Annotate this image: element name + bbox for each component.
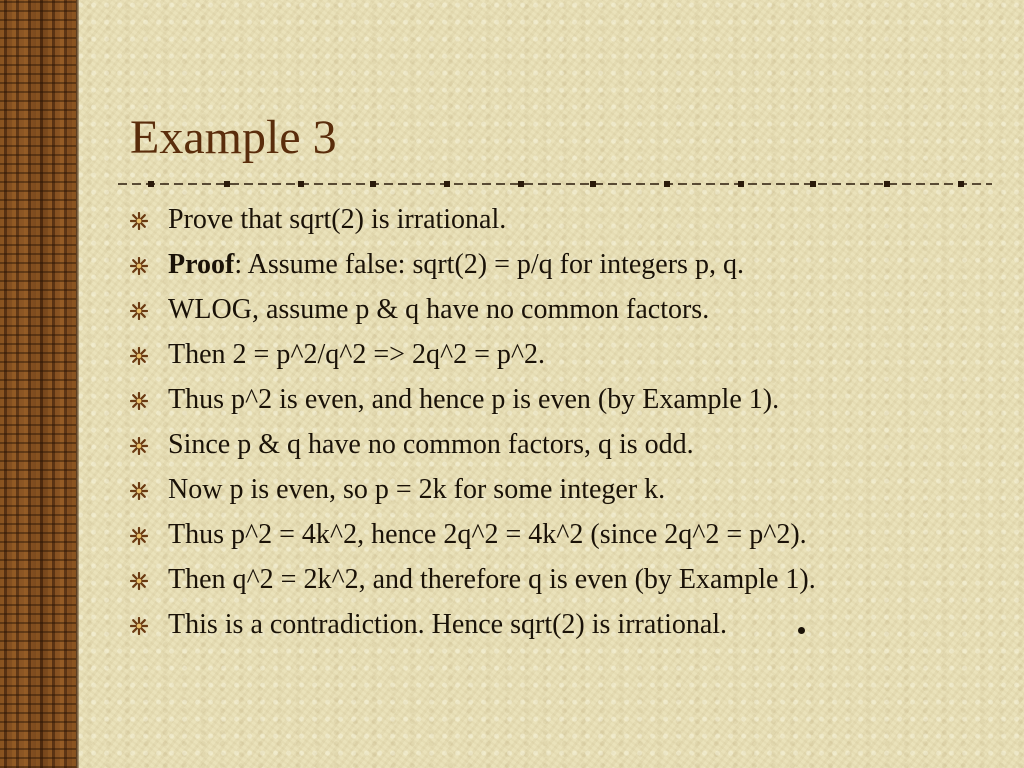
wood-border-strip (0, 0, 76, 768)
asterisk-star-icon (130, 347, 148, 365)
asterisk-star-icon (130, 437, 148, 455)
asterisk-star-icon (130, 527, 148, 545)
bullet-text: Now p is even, so p = 2k for some integer k. (168, 474, 666, 505)
border-shadow (76, 0, 79, 768)
bullet-text: This is a contradiction. Hence sqrt(2) is irrational. (168, 609, 728, 640)
asterisk-star-icon (130, 572, 148, 590)
bullet-text: Then q^2 = 2k^2, and therefore q is even (by Example 1). (168, 564, 816, 595)
asterisk-star-icon (130, 212, 148, 230)
asterisk-star-icon (130, 482, 148, 500)
asterisk-star-icon (130, 392, 148, 410)
bullet-text: Thus p^2 is even, and hence p is even (by Example 1). (168, 384, 780, 415)
asterisk-star-icon (130, 302, 148, 320)
proof-label: Proof (168, 249, 235, 280)
proof-text: : Assume false: sqrt(2) = p/q for integers p, q. (234, 249, 744, 280)
stray-dot (798, 627, 805, 634)
bullet-text: Thus p^2 = 4k^2, hence 2q^2 = 4k^2 (since 2q^2 = p^2). (168, 519, 807, 550)
asterisk-star-icon (130, 257, 148, 275)
asterisk-star-icon (130, 617, 148, 635)
bullet-text (168, 245, 744, 285)
bullet-text: Prove that sqrt(2) is irrational. (168, 204, 507, 235)
bullet-text: WLOG, assume p & q have no common factors. (168, 294, 710, 325)
bullet-text: Then 2 = p^2/q^2 => 2q^2 = p^2. (168, 339, 546, 370)
dashed-divider (118, 178, 992, 190)
slide-title: Example 3 (130, 111, 337, 164)
bullet-text: Since p & q have no common factors, q is odd. (168, 429, 694, 460)
